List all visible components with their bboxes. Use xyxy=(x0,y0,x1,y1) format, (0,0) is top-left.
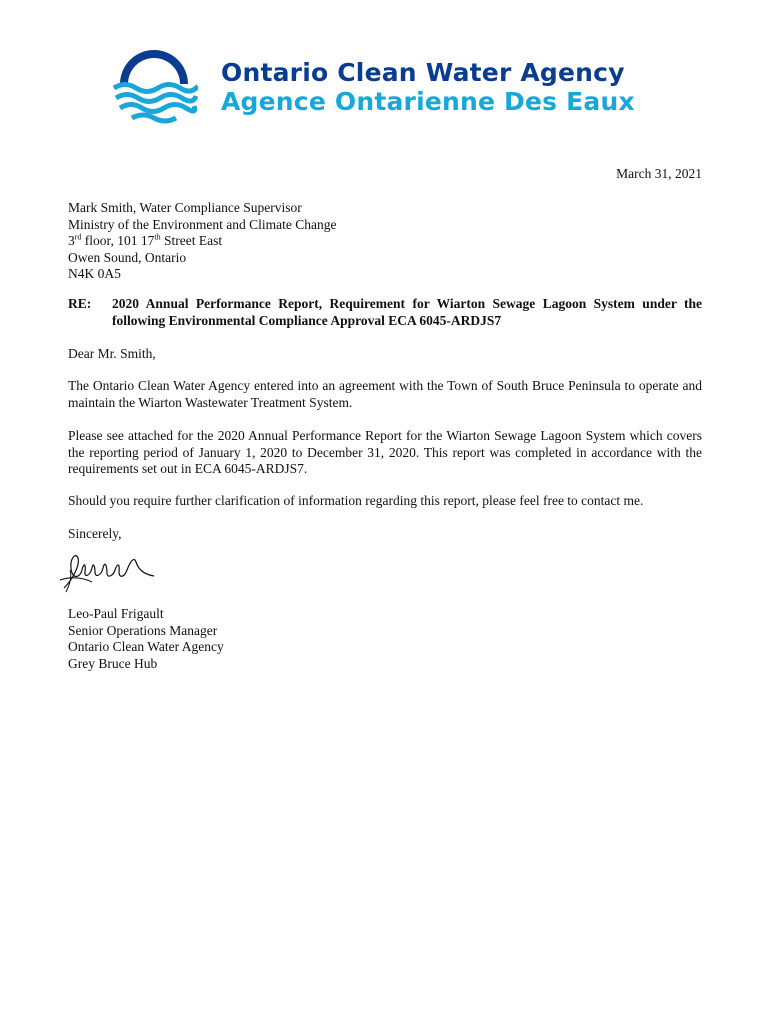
letter-date: March 31, 2021 xyxy=(616,166,702,181)
signer-title: Senior Operations Manager xyxy=(68,622,218,638)
signer-organization: Ontario Clean Water Agency xyxy=(68,639,224,655)
floor-suffix: rd xyxy=(74,232,82,242)
recipient-address xyxy=(68,200,336,283)
recipient-name: Mark Smith, Water Compliance Supervisor xyxy=(68,200,302,215)
signer-unit: Grey Bruce Hub xyxy=(68,655,158,671)
recipient-street xyxy=(68,233,336,250)
street-suffix: th xyxy=(154,232,161,242)
recipient-city: Owen Sound, Ontario xyxy=(68,249,187,265)
body-paragraph: Should you require further clarification of information regarding this report, please feel free to contact me. xyxy=(68,493,644,508)
agency-name-english: Ontario Clean Water Agency xyxy=(221,58,625,87)
closing-salutation: Sincerely, xyxy=(68,526,122,541)
floor-number: 3 xyxy=(68,233,75,249)
body-paragraph: Please see attached for the 2020 Annual Performance Report for the Wiarton Sewage Lagoon System which covers the reporting period of January 1, 2020 to December 31, 2020. This report was completed in accordance with the requirements set out in ECA 6045-ARDJS7. xyxy=(68,428,702,477)
recipient-organization: Ministry of the Environment and Climate Change xyxy=(68,216,337,232)
recipient-postal-code: N4K 0A5 xyxy=(68,266,121,282)
signer-name: Leo-Paul Frigault xyxy=(68,606,164,621)
handwritten-signature xyxy=(58,548,162,598)
body-paragraph: The Ontario Clean Water Agency entered into an agreement with the Town of South Bruce Peninsula to operate and maintain the Wiarton Wastewater Treatment System. xyxy=(68,378,702,410)
subject-text: 2020 Annual Performance Report, Requirement for Wiarton Sewage Lagoon System under the following Environmental Compliance Approval ECA 6045-ARDJS7 xyxy=(112,296,702,328)
subject-label: RE: xyxy=(68,296,92,311)
water-waves-circle-icon xyxy=(110,44,198,132)
street-name: Street East xyxy=(160,233,223,249)
salutation: Dear Mr. Smith, xyxy=(68,346,156,361)
agency-name-french: Agence Ontarienne Des Eaux xyxy=(221,87,635,116)
signature-block xyxy=(68,606,224,672)
agency-name xyxy=(221,58,635,116)
letterhead-logo xyxy=(110,44,670,134)
subject-line xyxy=(68,296,702,329)
floor-street-number: floor, 101 17 xyxy=(81,233,155,249)
